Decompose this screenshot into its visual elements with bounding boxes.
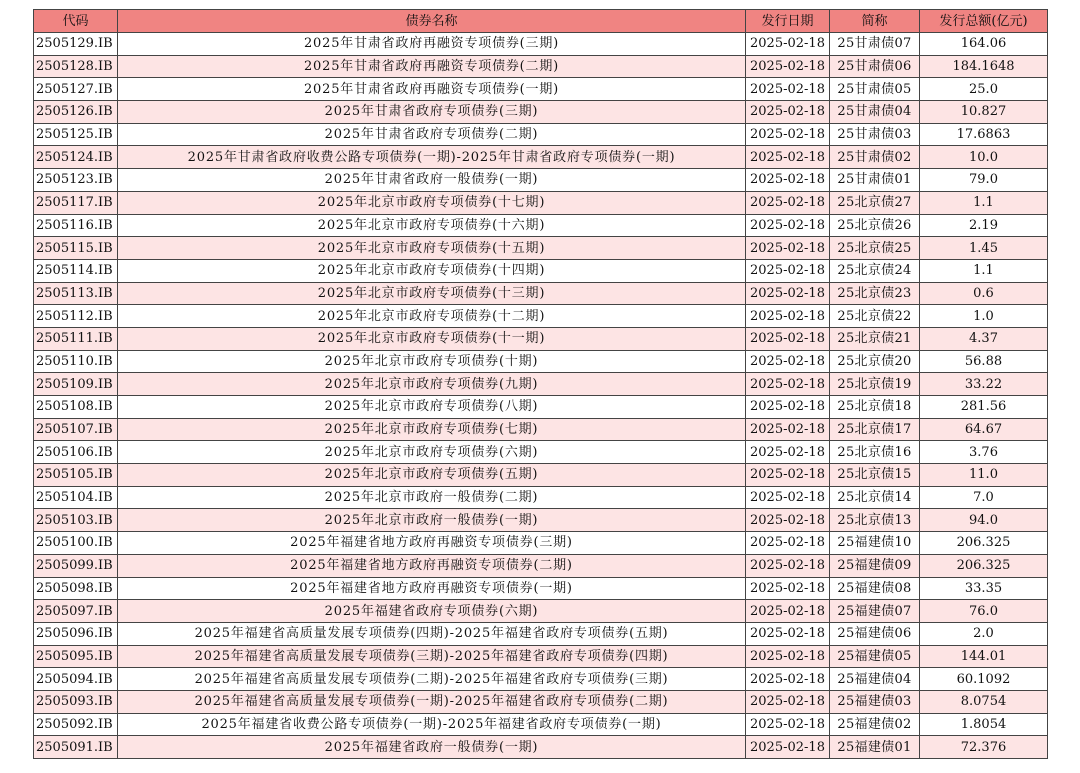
issue-amount-cell: 2.19 bbox=[920, 214, 1048, 237]
table-row bbox=[34, 713, 1048, 736]
bond-name-cell: 2025年福建省高质量发展专项债券(四期)-2025年福建省政府专项债券(五期) bbox=[118, 622, 746, 645]
bond-code-cell: 2505113.IB bbox=[34, 282, 118, 305]
issue-amount-cell: 33.22 bbox=[920, 373, 1048, 396]
issue-date-cell: 2025-02-18 bbox=[746, 259, 830, 282]
bond-code-cell: 2505115.IB bbox=[34, 237, 118, 260]
issue-amount-cell: 72.376 bbox=[920, 736, 1048, 759]
table-row bbox=[34, 509, 1048, 532]
bond-name-cell: 2025年北京市政府专项债券(十二期) bbox=[118, 305, 746, 328]
issue-amount-cell: 33.35 bbox=[920, 577, 1048, 600]
bond-code-cell: 2505106.IB bbox=[34, 441, 118, 464]
table-body bbox=[34, 33, 1048, 759]
issue-date-cell: 2025-02-18 bbox=[746, 55, 830, 78]
bond-name-cell: 2025年甘肃省政府专项债券(二期) bbox=[118, 123, 746, 146]
column-header-code: 代码 bbox=[34, 10, 118, 33]
bond-name-cell: 2025年福建省地方政府再融资专项债券(二期) bbox=[118, 554, 746, 577]
issue-amount-cell: 64.67 bbox=[920, 418, 1048, 441]
table-row bbox=[34, 668, 1048, 691]
bond-name-cell: 2025年福建省地方政府再融资专项债券(三期) bbox=[118, 532, 746, 555]
issue-date-cell: 2025-02-18 bbox=[746, 600, 830, 623]
table-row bbox=[34, 600, 1048, 623]
table-row bbox=[34, 396, 1048, 419]
issue-date-cell: 2025-02-18 bbox=[746, 486, 830, 509]
bond-name-cell: 2025年北京市政府专项债券(十期) bbox=[118, 350, 746, 373]
bond-name-cell: 2025年甘肃省政府再融资专项债券(一期) bbox=[118, 78, 746, 101]
bond-code-cell: 2505116.IB bbox=[34, 214, 118, 237]
issue-date-cell: 2025-02-18 bbox=[746, 441, 830, 464]
short-name-cell: 25福建债05 bbox=[830, 645, 920, 668]
bond-code-cell: 2505111.IB bbox=[34, 327, 118, 350]
issue-amount-cell: 7.0 bbox=[920, 486, 1048, 509]
bond-name-cell: 2025年甘肃省政府一般债券(一期) bbox=[118, 169, 746, 192]
bond-code-cell: 2505112.IB bbox=[34, 305, 118, 328]
short-name-cell: 25甘肃债06 bbox=[830, 55, 920, 78]
issue-date-cell: 2025-02-18 bbox=[746, 532, 830, 555]
short-name-cell: 25甘肃债07 bbox=[830, 33, 920, 56]
table-row bbox=[34, 532, 1048, 555]
bond-name-cell: 2025年甘肃省政府专项债券(三期) bbox=[118, 101, 746, 124]
issue-date-cell: 2025-02-18 bbox=[746, 146, 830, 169]
bond-code-cell: 2505099.IB bbox=[34, 554, 118, 577]
short-name-cell: 25北京债26 bbox=[830, 214, 920, 237]
short-name-cell: 25福建债03 bbox=[830, 690, 920, 713]
table-row bbox=[34, 441, 1048, 464]
issue-amount-cell: 10.0 bbox=[920, 146, 1048, 169]
issue-amount-cell: 76.0 bbox=[920, 600, 1048, 623]
issue-date-cell: 2025-02-18 bbox=[746, 169, 830, 192]
short-name-cell: 25北京债24 bbox=[830, 259, 920, 282]
bond-code-cell: 2505126.IB bbox=[34, 101, 118, 124]
issue-amount-cell: 144.01 bbox=[920, 645, 1048, 668]
bond-code-cell: 2505123.IB bbox=[34, 169, 118, 192]
bond-code-cell: 2505105.IB bbox=[34, 464, 118, 487]
bond-code-cell: 2505091.IB bbox=[34, 736, 118, 759]
issue-amount-cell: 2.0 bbox=[920, 622, 1048, 645]
issue-date-cell: 2025-02-18 bbox=[746, 622, 830, 645]
issue-amount-cell: 184.1648 bbox=[920, 55, 1048, 78]
short-name-cell: 25北京债14 bbox=[830, 486, 920, 509]
table-row bbox=[34, 237, 1048, 260]
short-name-cell: 25北京债23 bbox=[830, 282, 920, 305]
bond-code-cell: 2505107.IB bbox=[34, 418, 118, 441]
issue-date-cell: 2025-02-18 bbox=[746, 191, 830, 214]
short-name-cell: 25北京债13 bbox=[830, 509, 920, 532]
bond-name-cell: 2025年北京市政府专项债券(十三期) bbox=[118, 282, 746, 305]
issue-date-cell: 2025-02-18 bbox=[746, 464, 830, 487]
bond-name-cell: 2025年北京市政府专项债券(十五期) bbox=[118, 237, 746, 260]
bond-name-cell: 2025年北京市政府专项债券(八期) bbox=[118, 396, 746, 419]
short-name-cell: 25甘肃债02 bbox=[830, 146, 920, 169]
bond-name-cell: 2025年福建省高质量发展专项债券(二期)-2025年福建省政府专项债券(三期) bbox=[118, 668, 746, 691]
table-row bbox=[34, 101, 1048, 124]
bond-name-cell: 2025年北京市政府一般债券(一期) bbox=[118, 509, 746, 532]
table-row bbox=[34, 282, 1048, 305]
issue-date-cell: 2025-02-18 bbox=[746, 668, 830, 691]
bond-code-cell: 2505110.IB bbox=[34, 350, 118, 373]
issue-date-cell: 2025-02-18 bbox=[746, 305, 830, 328]
issue-amount-cell: 1.1 bbox=[920, 259, 1048, 282]
bond-name-cell: 2025年北京市政府专项债券(七期) bbox=[118, 418, 746, 441]
short-name-cell: 25福建债06 bbox=[830, 622, 920, 645]
bond-name-cell: 2025年福建省收费公路专项债券(一期)-2025年福建省政府专项债券(一期) bbox=[118, 713, 746, 736]
bond-code-cell: 2505093.IB bbox=[34, 690, 118, 713]
table-row bbox=[34, 577, 1048, 600]
short-name-cell: 25福建债09 bbox=[830, 554, 920, 577]
issue-amount-cell: 3.76 bbox=[920, 441, 1048, 464]
issue-date-cell: 2025-02-18 bbox=[746, 33, 830, 56]
short-name-cell: 25北京债15 bbox=[830, 464, 920, 487]
bond-name-cell: 2025年北京市政府专项债券(六期) bbox=[118, 441, 746, 464]
table-row bbox=[34, 33, 1048, 56]
short-name-cell: 25福建债04 bbox=[830, 668, 920, 691]
short-name-cell: 25甘肃债03 bbox=[830, 123, 920, 146]
short-name-cell: 25甘肃债05 bbox=[830, 78, 920, 101]
issue-amount-cell: 79.0 bbox=[920, 169, 1048, 192]
bond-code-cell: 2505129.IB bbox=[34, 33, 118, 56]
bond-code-cell: 2505095.IB bbox=[34, 645, 118, 668]
bond-issuance-table bbox=[33, 9, 1048, 759]
bond-code-cell: 2505127.IB bbox=[34, 78, 118, 101]
bond-name-cell: 2025年北京市政府专项债券(十四期) bbox=[118, 259, 746, 282]
short-name-cell: 25福建债07 bbox=[830, 600, 920, 623]
bond-name-cell: 2025年甘肃省政府再融资专项债券(三期) bbox=[118, 33, 746, 56]
table-row bbox=[34, 736, 1048, 759]
issue-date-cell: 2025-02-18 bbox=[746, 78, 830, 101]
column-header-issue-amount: 发行总额(亿元) bbox=[920, 10, 1048, 33]
table-row bbox=[34, 214, 1048, 237]
bond-name-cell: 2025年甘肃省政府再融资专项债券(二期) bbox=[118, 55, 746, 78]
short-name-cell: 25北京债18 bbox=[830, 396, 920, 419]
issue-amount-cell: 281.56 bbox=[920, 396, 1048, 419]
issue-date-cell: 2025-02-18 bbox=[746, 509, 830, 532]
bond-name-cell: 2025年北京市政府专项债券(十一期) bbox=[118, 327, 746, 350]
issue-date-cell: 2025-02-18 bbox=[746, 214, 830, 237]
issue-date-cell: 2025-02-18 bbox=[746, 237, 830, 260]
issue-amount-cell: 60.1092 bbox=[920, 668, 1048, 691]
short-name-cell: 25福建债02 bbox=[830, 713, 920, 736]
table-row bbox=[34, 123, 1048, 146]
short-name-cell: 25福建债08 bbox=[830, 577, 920, 600]
bond-code-cell: 2505108.IB bbox=[34, 396, 118, 419]
short-name-cell: 25北京债20 bbox=[830, 350, 920, 373]
issue-amount-cell: 56.88 bbox=[920, 350, 1048, 373]
short-name-cell: 25北京债19 bbox=[830, 373, 920, 396]
table-header-row bbox=[34, 10, 1048, 33]
table-row bbox=[34, 554, 1048, 577]
issue-date-cell: 2025-02-18 bbox=[746, 123, 830, 146]
bond-name-cell: 2025年北京市政府专项债券(十六期) bbox=[118, 214, 746, 237]
bond-code-cell: 2505125.IB bbox=[34, 123, 118, 146]
bond-name-cell: 2025年福建省高质量发展专项债券(一期)-2025年福建省政府专项债券(二期) bbox=[118, 690, 746, 713]
table-row bbox=[34, 418, 1048, 441]
bond-code-cell: 2505097.IB bbox=[34, 600, 118, 623]
issue-amount-cell: 25.0 bbox=[920, 78, 1048, 101]
bond-code-cell: 2505117.IB bbox=[34, 191, 118, 214]
table-row bbox=[34, 690, 1048, 713]
issue-amount-cell: 10.827 bbox=[920, 101, 1048, 124]
table-row bbox=[34, 373, 1048, 396]
short-name-cell: 25北京债22 bbox=[830, 305, 920, 328]
table-row bbox=[34, 78, 1048, 101]
bond-code-cell: 2505098.IB bbox=[34, 577, 118, 600]
column-header-bond-name: 债券名称 bbox=[118, 10, 746, 33]
issue-amount-cell: 1.0 bbox=[920, 305, 1048, 328]
issue-amount-cell: 4.37 bbox=[920, 327, 1048, 350]
short-name-cell: 25甘肃债04 bbox=[830, 101, 920, 124]
issue-amount-cell: 11.0 bbox=[920, 464, 1048, 487]
table-row bbox=[34, 305, 1048, 328]
short-name-cell: 25福建债01 bbox=[830, 736, 920, 759]
issue-amount-cell: 206.325 bbox=[920, 532, 1048, 555]
issue-amount-cell: 1.1 bbox=[920, 191, 1048, 214]
table-row bbox=[34, 146, 1048, 169]
issue-date-cell: 2025-02-18 bbox=[746, 373, 830, 396]
table-row bbox=[34, 622, 1048, 645]
issue-amount-cell: 164.06 bbox=[920, 33, 1048, 56]
issue-date-cell: 2025-02-18 bbox=[746, 736, 830, 759]
bond-name-cell: 2025年福建省高质量发展专项债券(三期)-2025年福建省政府专项债券(四期) bbox=[118, 645, 746, 668]
issue-date-cell: 2025-02-18 bbox=[746, 690, 830, 713]
short-name-cell: 25北京债27 bbox=[830, 191, 920, 214]
issue-amount-cell: 1.8054 bbox=[920, 713, 1048, 736]
issue-date-cell: 2025-02-18 bbox=[746, 577, 830, 600]
bond-code-cell: 2505128.IB bbox=[34, 55, 118, 78]
bond-name-cell: 2025年甘肃省政府收费公路专项债券(一期)-2025年甘肃省政府专项债券(一期) bbox=[118, 146, 746, 169]
issue-date-cell: 2025-02-18 bbox=[746, 713, 830, 736]
table-row bbox=[34, 486, 1048, 509]
short-name-cell: 25北京债17 bbox=[830, 418, 920, 441]
bond-name-cell: 2025年北京市政府一般债券(二期) bbox=[118, 486, 746, 509]
bond-name-cell: 2025年北京市政府专项债券(十七期) bbox=[118, 191, 746, 214]
short-name-cell: 25甘肃债01 bbox=[830, 169, 920, 192]
bond-code-cell: 2505114.IB bbox=[34, 259, 118, 282]
issue-amount-cell: 17.6863 bbox=[920, 123, 1048, 146]
bond-code-cell: 2505096.IB bbox=[34, 622, 118, 645]
bond-name-cell: 2025年北京市政府专项债券(五期) bbox=[118, 464, 746, 487]
issue-date-cell: 2025-02-18 bbox=[746, 418, 830, 441]
short-name-cell: 25北京债16 bbox=[830, 441, 920, 464]
table-row bbox=[34, 350, 1048, 373]
table-row bbox=[34, 259, 1048, 282]
issue-date-cell: 2025-02-18 bbox=[746, 327, 830, 350]
issue-date-cell: 2025-02-18 bbox=[746, 101, 830, 124]
issue-amount-cell: 206.325 bbox=[920, 554, 1048, 577]
bond-code-cell: 2505124.IB bbox=[34, 146, 118, 169]
issue-amount-cell: 8.0754 bbox=[920, 690, 1048, 713]
bond-name-cell: 2025年福建省政府一般债券(一期) bbox=[118, 736, 746, 759]
bond-name-cell: 2025年北京市政府专项债券(九期) bbox=[118, 373, 746, 396]
issue-date-cell: 2025-02-18 bbox=[746, 282, 830, 305]
issue-date-cell: 2025-02-18 bbox=[746, 645, 830, 668]
bond-code-cell: 2505103.IB bbox=[34, 509, 118, 532]
short-name-cell: 25福建债10 bbox=[830, 532, 920, 555]
issue-amount-cell: 94.0 bbox=[920, 509, 1048, 532]
bond-code-cell: 2505094.IB bbox=[34, 668, 118, 691]
table-row bbox=[34, 464, 1048, 487]
short-name-cell: 25北京债25 bbox=[830, 237, 920, 260]
column-header-issue-date: 发行日期 bbox=[746, 10, 830, 33]
bond-code-cell: 2505092.IB bbox=[34, 713, 118, 736]
bond-code-cell: 2505104.IB bbox=[34, 486, 118, 509]
bond-name-cell: 2025年福建省政府专项债券(六期) bbox=[118, 600, 746, 623]
issue-amount-cell: 1.45 bbox=[920, 237, 1048, 260]
issue-date-cell: 2025-02-18 bbox=[746, 396, 830, 419]
table-row bbox=[34, 645, 1048, 668]
table-row bbox=[34, 327, 1048, 350]
short-name-cell: 25北京债21 bbox=[830, 327, 920, 350]
table-row bbox=[34, 169, 1048, 192]
bond-name-cell: 2025年福建省地方政府再融资专项债券(一期) bbox=[118, 577, 746, 600]
table-row bbox=[34, 55, 1048, 78]
bond-code-cell: 2505109.IB bbox=[34, 373, 118, 396]
issue-amount-cell: 0.6 bbox=[920, 282, 1048, 305]
table-row bbox=[34, 191, 1048, 214]
column-header-short-name: 简称 bbox=[830, 10, 920, 33]
bond-code-cell: 2505100.IB bbox=[34, 532, 118, 555]
issue-date-cell: 2025-02-18 bbox=[746, 350, 830, 373]
issue-date-cell: 2025-02-18 bbox=[746, 554, 830, 577]
